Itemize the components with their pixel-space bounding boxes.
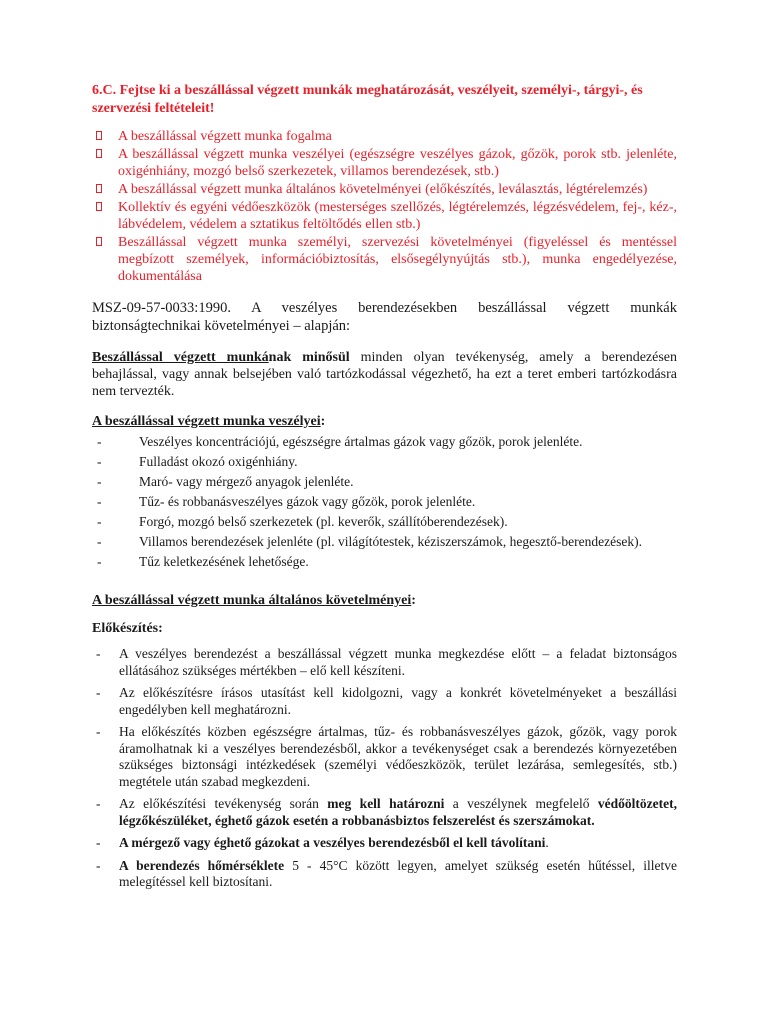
objective-item: Beszállással végzett munka személyi, szervezési követelményei (figyeléssel és mentéssel megbízott személyek, információbiztosítás, elsősegélynyújtás stb.), munka engedélyezése, dokumentálása (92, 234, 677, 285)
list-item: - Ha előkészítés közben egészségre ártalmas, tűz- és robbanásveszélyes gázok, gőzök, vagy porok áramolhatnak ki a veszélyes berendezésből, akkor a tevékenységet csak a berendezés környezetében szükséges biztonsági intézkedések (személyi védőeszközök, terület lezárása, semlegesítés, stb.) megtétele után szabad megkezdeni. (96, 724, 677, 789)
list-item: - A berendezés hőmérséklete 5 - 45°C között legyen, amelyet szükség esetén hűtéssel, illetve melegítéssel kell biztosítani. (96, 857, 677, 889)
list-item: - Veszélyes koncentrációjú, egészségre ártalmas gázok vagy gőzök, porok jelenléte. (97, 434, 583, 449)
list-item: - Az előkészítési tevékenység során meg kell határozni a veszélynek megfelelő védőöltözetet, légzőkészüléket, éghető gázok esetén a robbanásbiztos felszerelést és szerszámokat. (96, 796, 677, 828)
standard-reference: MSZ-09-57-0033:1990. A veszélyes berendezésekben beszállással végzett munkák biztonságtechnikai követelményei – alapján: (92, 300, 677, 334)
list-item: - A veszélyes berendezést a beszállással végzett munka megkezdése előtt – a feladat biztonságos ellátásához szükséges mértékben – elő kell készíteni. (96, 646, 677, 678)
dangers-list (92, 433, 677, 570)
list-item: - Tűz- és robbanásveszélyes gázok vagy gőzök, porok jelenléte. (97, 494, 476, 509)
list-item: - Tűz keletkezésének lehetősége. (97, 554, 309, 569)
definition-text: minden olyan tevékenység, amely a berendezésen behajlással, vagy annak belsejében való tartózkodással végezhető, ha ezt a teret emberi tartózkodásra nem tervezték. (92, 350, 677, 399)
definition-term-suffix: nak minősül (268, 350, 350, 365)
list-item: - Villamos berendezések jelenléte (pl. világítótestek, kéziszerszámok, hegesztő-berendezések). (97, 534, 642, 549)
dangers-heading: A beszállással végzett munka veszélyei: (92, 414, 326, 429)
preparation-list (92, 646, 677, 891)
list-item: - Maró- vagy mérgező anyagok jelenléte. (97, 474, 354, 489)
square-bullet-icon (96, 184, 102, 193)
objective-item: A beszállással végzett munka általános követelményei (előkészítés, leválasztás, légtérelemzés) (92, 181, 677, 198)
requirements-heading: A beszállással végzett munka általános követelményei: (92, 593, 416, 608)
list-item: - A mérgező vagy éghető gázokat a veszélyes berendezésből el kell távolítani. (96, 835, 549, 850)
preparation-subheading: Előkészítés: (92, 621, 163, 636)
definition-term: Beszállással végzett munká (92, 350, 269, 365)
square-bullet-icon (96, 149, 102, 158)
list-item: - Az előkészítésre írásos utasítást kell kidolgozni, vagy a konkrét követelményeket a beszállási engedélyben kell meghatározni. (96, 685, 677, 717)
objective-item: Kollektív és egyéni védőeszközök (mesterséges szellőzés, légtérelemzés, légzésvédelem, fej-, kéz-, lábvédelem, védelem a sztatikus feltöltődés ellen stb.) (92, 199, 677, 233)
list-item: - Fulladást okozó oxigénhiány. (97, 454, 298, 469)
square-bullet-icon (96, 131, 102, 140)
objective-item: A beszállással végzett munka veszélyei (egészségre veszélyes gázok, gőzök, porok stb. jelenléte, oxigénhiány, mozgó belső szerkezetek, villamos berendezések, stb.) (92, 146, 677, 180)
page-title: 6.C. Fejtse ki a beszállással végzett munkák meghatározását, veszélyeit, személyi-, tárgyi-, és szervezési feltételeit! (92, 83, 643, 116)
square-bullet-icon (96, 202, 102, 211)
list-item: - Forgó, mozgó belső szerkezetek (pl. keverők, szállítóberendezések). (97, 514, 508, 529)
square-bullet-icon (96, 237, 102, 246)
definition-paragraph (92, 349, 677, 400)
objectives-list (92, 128, 677, 285)
objective-item: A beszállással végzett munka fogalma (92, 128, 677, 145)
